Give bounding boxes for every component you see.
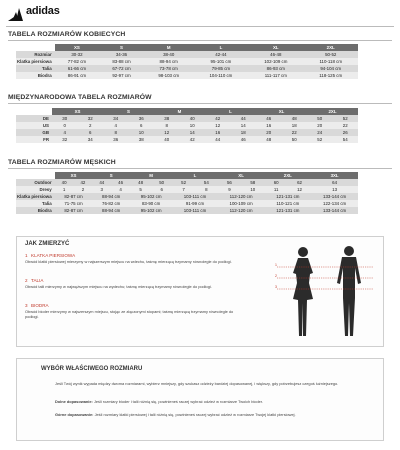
intl-table-title: MIĘDZYNARODOWA TABELA ROZMIARÓW (8, 94, 152, 101)
table-cell: 36 (103, 136, 129, 143)
measure-label: BIODRA (31, 303, 49, 308)
table-cell: 11 (264, 186, 287, 193)
table-row (16, 58, 358, 65)
table-cell: 24 (307, 129, 333, 136)
table-row (16, 115, 358, 122)
table-cell: 40 (180, 115, 206, 122)
measure-text: Obwód bioder mierzymy w najszerszym miejscu, stojąc ze złączonymi stopami; taśmę mierzącą trzymamy równolegle do podłogi. (25, 309, 234, 319)
table-cell: 4 (103, 122, 129, 129)
measure-label: TALIA (31, 278, 44, 283)
table-cell: 48 (282, 115, 308, 122)
row-label: GB (16, 129, 52, 136)
size-header: M (144, 44, 194, 51)
table-cell: 16 (256, 122, 282, 129)
table-cell: 88-94 cm (92, 193, 130, 200)
table-cell: 30-32 (55, 51, 100, 58)
table-cell: 54 (333, 136, 359, 143)
table-cell: 95-102 cm (130, 193, 172, 200)
table-cell: 46 (111, 179, 130, 186)
table-cell: 88-94 cm (144, 58, 194, 65)
table-cell: 14 (180, 129, 206, 136)
table-cell: 36 (129, 115, 155, 122)
table-cell: 83-90 cm (130, 200, 172, 207)
measure-number: 1 (25, 253, 28, 258)
men-size-table (16, 172, 358, 214)
lower-fit-text: Jeśli rozmiary bioder i talii różnią się, powinieneś raczej wybrać odzież w rozmiarze Twoich bioder. (93, 399, 263, 404)
corner-cell (16, 108, 52, 115)
measure-number: 2 (25, 278, 28, 283)
table-cell: 64 (311, 179, 358, 186)
size-header: M (130, 172, 172, 179)
table-cell: 9 (218, 186, 241, 193)
table-row (16, 51, 358, 58)
table-cell: 62 (288, 179, 311, 186)
table-cell: 10 (241, 186, 264, 193)
table-cell: 71-75 cm (55, 200, 93, 207)
table-cell: 91-99 cm (172, 200, 218, 207)
table-row (16, 129, 358, 136)
table-cell: 22 (333, 122, 359, 129)
table-cell: 0 (52, 122, 78, 129)
table-cell: 30 (52, 115, 78, 122)
table-cell: 50-52 (303, 51, 358, 58)
table-cell: 50 (307, 115, 333, 122)
how-title: JAK ZMIERZYĆ (25, 241, 70, 247)
size-header: 2XL (264, 172, 311, 179)
table-cell: 86-91 cm (55, 72, 100, 79)
row-label: Biodra (16, 207, 55, 214)
table-cell: 50 (151, 179, 172, 186)
choose-paragraph (55, 399, 373, 404)
table-cell: 16 (205, 129, 231, 136)
table-cell: 83-88 cm (99, 58, 144, 65)
table-cell: 56 (218, 179, 241, 186)
table-cell: 67-72 cm (99, 65, 144, 72)
choose-size-box (16, 358, 384, 441)
upper-fit-label: Górne dopasowanie: (55, 412, 94, 417)
table-cell: 94-104 cm (303, 65, 358, 72)
size-header: L (205, 108, 256, 115)
table-cell: 34 (78, 136, 104, 143)
table-cell: 104-110 cm (194, 72, 249, 79)
table-row (16, 200, 358, 207)
size-header: L (194, 44, 249, 51)
table-cell: 82-87 cm (55, 207, 93, 214)
size-header: L (172, 172, 218, 179)
header-divider (6, 26, 394, 27)
row-label: Outdoor (16, 179, 55, 186)
men-table-title: TABELA ROZMIARÓW MĘSKICH (8, 159, 116, 166)
table-cell: 12 (205, 122, 231, 129)
lower-fit-label: Dolne dopasowanie: (55, 399, 93, 404)
table-cell: 103-111 cm (172, 207, 218, 214)
size-header: S (103, 108, 154, 115)
table-cell: 8 (103, 129, 129, 136)
header (6, 2, 394, 26)
choose-paragraph: Jeśli Twój wynik wypada między dwoma rozmiarami, wybierz mniejszy, gdy szukasz odzieży bardziej dopasowanej, i większy, gdy potrzebujesz czegoś luźniejszego. (55, 381, 339, 386)
table-cell: 133-144 cm (311, 193, 358, 200)
table-cell: 38 (129, 136, 155, 143)
table-cell: 14 (231, 122, 257, 129)
table-cell: 3 (92, 186, 111, 193)
size-header: S (99, 44, 144, 51)
intl-divider (8, 103, 392, 104)
intl-size-table (16, 108, 358, 143)
table-cell: 44 (231, 115, 257, 122)
table-cell: 103-111 cm (172, 193, 218, 200)
table-cell: 54 (195, 179, 218, 186)
table-cell: 20 (256, 129, 282, 136)
table-cell: 38-40 (144, 51, 194, 58)
marker-3: 3 (275, 285, 277, 289)
table-cell: 100-109 cm (218, 200, 265, 207)
table-cell: 13 (311, 186, 358, 193)
brand-name: adidas (26, 5, 60, 17)
women-table-title: TABELA ROZMIARÓW KOBIECYCH (8, 31, 126, 38)
table-cell: 32 (78, 115, 104, 122)
table-row (16, 186, 358, 193)
row-label: Talia (16, 65, 55, 72)
body-figures-icon (273, 243, 377, 343)
table-cell: 42-44 (194, 51, 249, 58)
table-row (16, 179, 358, 186)
table-cell: 76-82 cm (92, 200, 130, 207)
corner-cell (16, 172, 55, 179)
size-header: M (154, 108, 205, 115)
table-cell: 86-93 cm (248, 65, 303, 72)
table-cell: 110-121 cm (264, 200, 311, 207)
table-cell: 18 (231, 129, 257, 136)
row-label: Talia (16, 200, 55, 207)
table-cell: 6 (151, 186, 172, 193)
measure-label: KLATKA PIERSIOWA (31, 253, 76, 258)
table-cell: 52 (172, 179, 195, 186)
table-cell: 121-131 cm (264, 207, 311, 214)
table-row (16, 136, 358, 143)
table-cell: 26 (333, 129, 359, 136)
corner-cell (16, 44, 55, 51)
men-divider (8, 168, 392, 169)
row-label: Dresy (16, 186, 55, 193)
size-header: S (92, 172, 130, 179)
table-cell: 40 (55, 179, 74, 186)
table-cell: 12 (288, 186, 311, 193)
measure-text: Obwód talii mierzymy w najwęższym miejscu na wydechu; taśmę mierzącą trzymamy równolegle do podłogi. (25, 284, 212, 289)
size-header: XS (55, 44, 100, 51)
table-cell: 48 (256, 136, 282, 143)
table-cell: 95-101 cm (194, 58, 249, 65)
table-cell: 50 (282, 136, 308, 143)
table-cell: 20 (307, 122, 333, 129)
table-cell: 79-85 cm (194, 65, 249, 72)
table-cell: 34-36 (99, 51, 144, 58)
size-header: 2XL (307, 108, 358, 115)
women-size-table (16, 44, 358, 79)
table-cell: 111-117 cm (248, 72, 303, 79)
table-cell: 112-120 cm (218, 193, 265, 200)
size-header: 3XL (311, 172, 358, 179)
table-cell: 110-118 cm (303, 58, 358, 65)
table-cell: 7 (172, 186, 195, 193)
table-cell: 12 (154, 129, 180, 136)
table-cell: 2 (74, 186, 93, 193)
table-cell: 82-87 cm (55, 193, 93, 200)
table-cell: 10 (180, 122, 206, 129)
table-cell: 40 (154, 136, 180, 143)
choose-paragraph (55, 412, 373, 417)
table-cell: 58 (241, 179, 264, 186)
table-cell: 88-94 cm (92, 207, 130, 214)
table-cell: 73-78 cm (144, 65, 194, 72)
table-cell: 46-48 (248, 51, 303, 58)
table-cell: 48 (130, 179, 151, 186)
row-label: Rozmiar (16, 51, 55, 58)
table-cell: 44 (92, 179, 111, 186)
table-cell: 6 (129, 122, 155, 129)
table-cell: 8 (154, 122, 180, 129)
table-cell: 77-82 cm (55, 58, 100, 65)
table-cell: 42 (180, 136, 206, 143)
size-header: 2XL (303, 44, 358, 51)
row-label: Klatka piersiowa (16, 58, 55, 65)
table-cell: 52 (307, 136, 333, 143)
table-row (16, 65, 358, 72)
table-cell: 8 (195, 186, 218, 193)
marker-1: 1 (275, 263, 277, 267)
table-cell: 118-125 cm (303, 72, 358, 79)
row-label: Klatka piersiowa (16, 193, 55, 200)
table-cell: 60 (264, 179, 287, 186)
table-cell: 38 (154, 115, 180, 122)
table-cell: 22 (282, 129, 308, 136)
table-row (16, 193, 358, 200)
table-cell: 122-134 cm (311, 200, 358, 207)
table-cell: 42 (74, 179, 93, 186)
row-label: US (16, 122, 52, 129)
row-label: FR (16, 136, 52, 143)
table-row (16, 122, 358, 129)
table-cell: 121-131 cm (264, 193, 311, 200)
table-cell: 32 (52, 136, 78, 143)
table-cell: 46 (256, 115, 282, 122)
table-cell: 61-66 cm (55, 65, 100, 72)
table-cell: 112-120 cm (218, 207, 265, 214)
table-row (16, 207, 358, 214)
table-cell: 102-109 cm (248, 58, 303, 65)
choose-title: WYBÓR WŁAŚCIWEGO ROZMIARU (41, 366, 143, 372)
women-divider (8, 40, 392, 41)
size-header: XL (256, 108, 307, 115)
table-cell: 92-97 cm (99, 72, 144, 79)
table-cell: 18 (282, 122, 308, 129)
size-header: XL (218, 172, 265, 179)
table-cell: 44 (205, 136, 231, 143)
table-cell: 34 (103, 115, 129, 122)
marker-2: 2 (275, 274, 277, 278)
size-header: XS (52, 108, 103, 115)
table-cell: 6 (78, 129, 104, 136)
table-cell: 133-144 cm (311, 207, 358, 214)
table-cell: 52 (333, 115, 359, 122)
row-label: Biodra (16, 72, 55, 79)
table-cell: 95-102 cm (130, 207, 172, 214)
table-cell: 10 (129, 129, 155, 136)
table-cell: 1 (55, 186, 74, 193)
measure-number: 3 (25, 303, 28, 308)
size-header: XL (248, 44, 303, 51)
table-cell: 46 (231, 136, 257, 143)
table-cell: 5 (130, 186, 151, 193)
size-header: XS (55, 172, 93, 179)
table-cell: 4 (111, 186, 130, 193)
table-cell: 4 (52, 129, 78, 136)
table-cell: 2 (78, 122, 104, 129)
table-cell: 98-103 cm (144, 72, 194, 79)
measure-text: Obwód klatki piersiowej mierzymy w najszerszym miejscu na wdechu, taśmę mierzącą trzymamy równolegle do podłogi. (25, 259, 232, 264)
table-row (16, 72, 358, 79)
table-cell: 42 (205, 115, 231, 122)
row-label: DE (16, 115, 52, 122)
upper-fit-text: Jeśli rozmiary klatki piersiowej i talii różnią się, powinieneś raczej wybrać odzież w rozmiarze Twojej klatki piersiowej. (94, 412, 296, 417)
how-to-measure-box (16, 236, 384, 347)
